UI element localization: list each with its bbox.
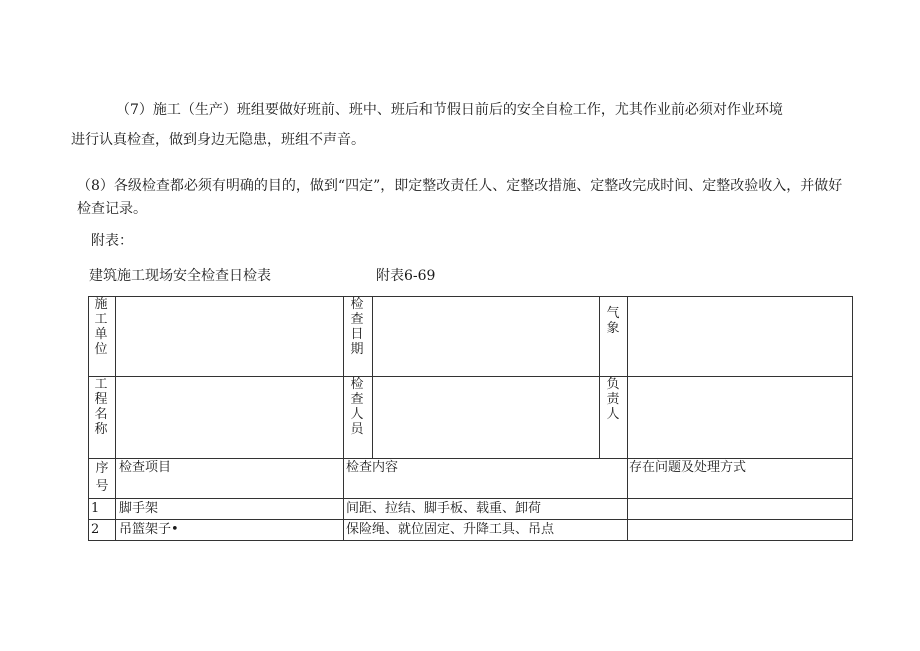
attachment-label: 附表：: [91, 233, 133, 249]
inspection-table: [88, 296, 853, 541]
inspector-label: 检查人员: [350, 377, 364, 437]
table-border-left: [88, 296, 89, 541]
table-rule: [88, 458, 853, 459]
table-number: 附表6-69: [376, 268, 436, 284]
construction-unit-label: 施工单位: [94, 297, 108, 357]
header-seq: 序号: [95, 461, 109, 494]
row-2-item: 吊篮架子•: [119, 522, 179, 537]
table-rule: [88, 519, 853, 520]
paragraph-8-line-1: （8）各级检查都必须有明确的目的，做到“四定”，即定整改责任人、定整改措施、定整改完成时间、定整改验收入，并做好: [77, 178, 843, 194]
table-rule: [88, 498, 853, 499]
table-title: 建筑施工现场安全检查日检表: [89, 268, 271, 284]
row-2-seq: 2: [91, 522, 100, 537]
table-border-bottom: [88, 540, 853, 541]
inspection-date-label: 检查日期: [350, 297, 364, 357]
header-content: 检查内容: [346, 460, 399, 475]
row-1-seq: 1: [91, 501, 100, 516]
project-name-label: 工程名称: [94, 377, 108, 437]
header-issue: 存在问题及处理方式: [629, 460, 747, 475]
paragraph-8-line-2: 检查记录。: [77, 201, 147, 217]
table-rule: [372, 296, 373, 458]
table-rule: [343, 296, 344, 541]
table-rule: [627, 296, 628, 541]
paragraph-7-line-2: 进行认真检查，做到身边无隐患，班组不声音。: [71, 132, 365, 148]
row-1-item: 脚手架: [119, 501, 159, 516]
table-rule: [88, 376, 853, 377]
table-rule: [115, 296, 116, 541]
table-border-right: [852, 296, 853, 541]
table-border-top: [88, 296, 853, 297]
paragraph-7-line-1: （7）施工（生产）班组要做好班前、班中、班后和节假日前后的安全自检工作，尤其作业前必须对作业环境: [116, 102, 783, 118]
header-item: 检查项目: [119, 460, 172, 475]
row-2-content: 保险绳、就位固定、升降工具、吊点: [346, 522, 555, 537]
row-1-content: 间距、拉结、脚手板、载重、卸荷: [346, 501, 542, 516]
table-rule: [599, 296, 600, 458]
responsible-label: 负责人: [606, 377, 620, 422]
weather-label: 气象: [606, 306, 620, 336]
